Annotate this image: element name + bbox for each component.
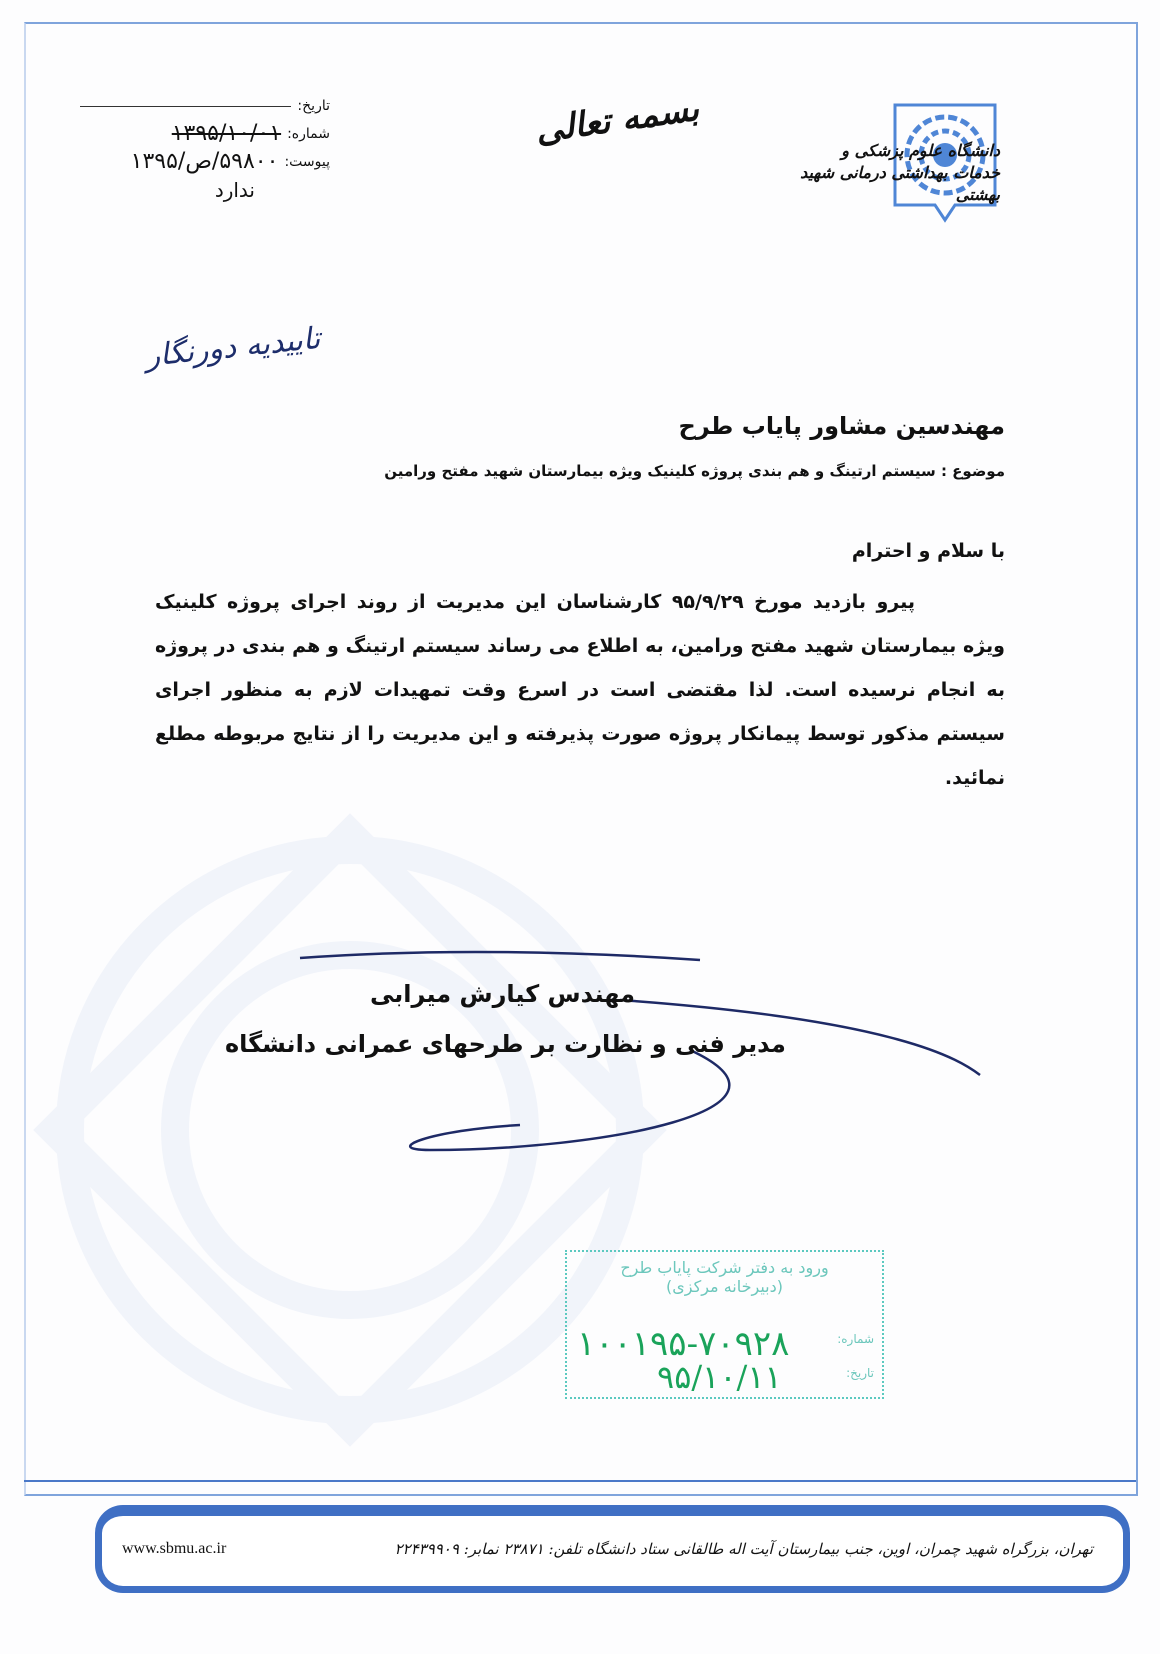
body-paragraph: پیرو بازدید مورخ ۹۵/۹/۲۹ کارشناسان این مدیریت از روند اجرای پروژه کلینیک ویژه بیمارستان شهید مفتح ورامین، به اطلاع می رساند سیستم ارتینگ و هم بندی در پروژه به انجام نرسیده است. لذا مقتضی است در اسرع وقت تمهیدات لازم به منظور اجرای سیستم مذکور توسط پیمانکار پروژه صورت پذیرفته و این مدیریت را از نتایج مربوطه مطلع نمائید. <box>155 591 1005 789</box>
recipient: مهندسین مشاور پایاب طرح <box>678 412 1005 440</box>
stamp-line2: (دبیرخانه مرکزی) <box>666 1277 783 1296</box>
date-label: تاریخ: <box>297 98 330 114</box>
stamp-date-label: تاریخ: <box>846 1366 874 1380</box>
signatory-name: مهندس کیارش میرابی <box>370 980 635 1008</box>
stamp-date: ۹۵/۱۰/۱۱ <box>657 1358 782 1396</box>
basmala: بسمه تعالی <box>533 88 702 152</box>
letter-meta <box>80 92 330 204</box>
attachment-note: ندارد <box>214 178 255 202</box>
attachment-value: ۵۹۸۰۰/ص/۱۳۹۵ <box>130 149 279 174</box>
footer-address: تهران، بزرگراه شهید چمران، اوین، جنب بیمارستان آیت اله طالقانی ستاد دانشگاه تلفن: ۲۳۸۷۱ نمابر: ۲۲۴۳۹۹۰۹ <box>394 1540 1093 1558</box>
stamp-line1: ورود به دفتر شرکت پایاب طرح <box>620 1258 829 1277</box>
letter-number: ۱۳۹۵/۱۰/۰۱ <box>171 121 282 146</box>
attachment-label: پیوست: <box>284 154 330 170</box>
subject: موضوع : سیستم ارتینگ و هم بندی پروژه کلینیک ویژه بیمارستان شهید مفتح ورامین <box>384 462 1005 480</box>
handwritten-note: تاییدیه دورنگار <box>143 320 322 375</box>
letter-body <box>155 580 1005 800</box>
footer-bar <box>95 1505 1130 1593</box>
signatory-title: مدیر فنی و نظارت بر طرحهای عمرانی دانشگاه <box>225 1030 786 1058</box>
receipt-stamp <box>565 1250 884 1399</box>
website-link: www.sbmu.ac.ir <box>122 1540 227 1557</box>
footer-divider <box>24 1480 1136 1482</box>
greeting: با سلام و احترام <box>851 540 1005 562</box>
number-label: شماره: <box>287 126 330 142</box>
stamp-number-label: شماره: <box>837 1332 874 1346</box>
university-name: دانشگاه علوم پزشکی و خدمات بهداشتی درمانی شهید بهشتی <box>800 141 1000 204</box>
stamp-number: ۱۰۰۱۹۵-۷۰۹۲۸ <box>577 1324 790 1364</box>
